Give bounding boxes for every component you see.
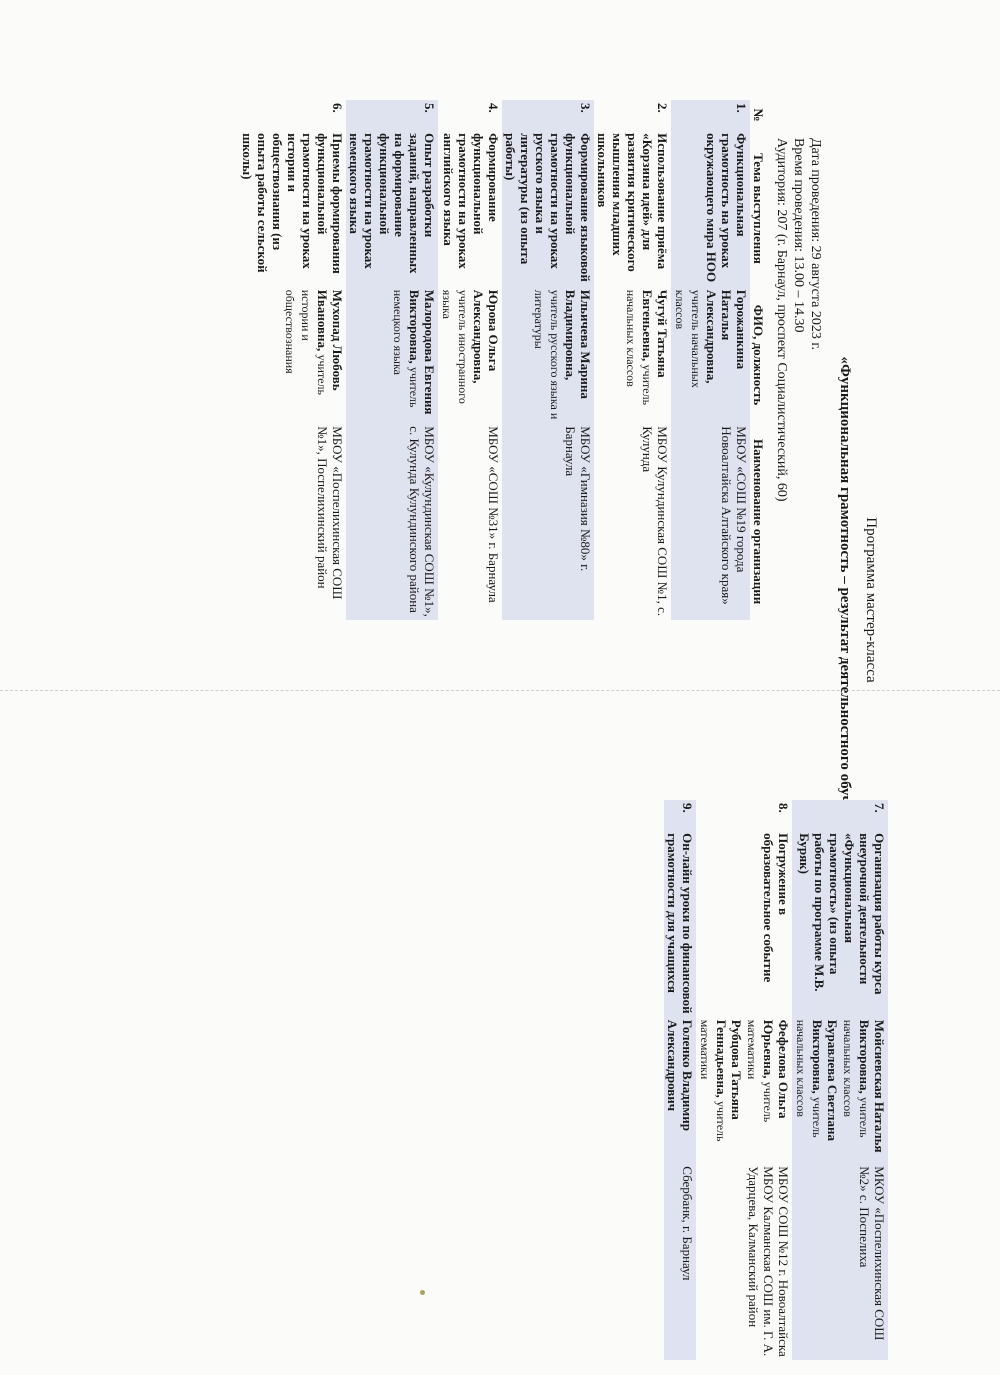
paper-speck [420, 1290, 425, 1295]
row-person [671, 287, 750, 424]
row-org: Сбербанк, г. Барнаул [680, 1166, 695, 1281]
speaker-name: Ильичева Марина Владимировна, [563, 289, 593, 399]
row-num: 7. [872, 803, 887, 813]
row-person [664, 1017, 696, 1164]
row-num: 8. [776, 803, 791, 813]
row-person [438, 287, 502, 424]
row-org: МБОУ «СОШ №31» г. Барнаула [486, 426, 501, 603]
speaker-name: Мухопад Любовь Ивановна, [315, 289, 345, 391]
row-topic: Приемы формирования функциональной грамотности на уроках истории и обществознания (из опыта работы сельской школы) [240, 133, 345, 274]
row-num: 4. [486, 103, 501, 113]
event-time: Время проведения: 13.00 – 14.30 [791, 138, 806, 333]
table-row [438, 100, 502, 620]
row-topic: Формирование языковой функциональной грамотности на уроках русского языка и литературы (из опыта работы) [503, 133, 593, 282]
row-org [696, 1163, 792, 1360]
row-topic: Погружение в образовательное событие [761, 833, 791, 983]
org-name: МБОУ СОШ №12 г. Новоалтайска [776, 1166, 791, 1357]
row-person [502, 287, 594, 424]
event-room: Аудитория: 207 (г. Барнаул, проспект Социалистический, 60) [774, 138, 789, 502]
row-num: 3. [578, 103, 593, 113]
header-num: № [751, 108, 766, 122]
speaker-name: Горожанкина Наталья Александровна, [704, 289, 749, 384]
table-row [239, 100, 346, 620]
table-row [346, 100, 438, 620]
row-org: МКОУ «Поспелихинская СОШ №2» с. Поспелиха [857, 1166, 887, 1341]
speaker-role: учитель немецкого языка [391, 289, 421, 408]
speaker-name: Юрова Ольга Александровна, [471, 289, 501, 384]
program-table-continued [664, 800, 888, 1360]
speaker-role: учитель начальных классов [794, 1019, 824, 1138]
org-name: МБОУ Калманская СОШ им. Г. А. Ударцева, Калманский район [746, 1166, 776, 1357]
row-org: МБОУ Кулундинская СОШ №1, с. Кулунда [640, 426, 670, 617]
row-person [346, 287, 438, 424]
speaker-name: Чугуй Татьяна Евгеньевна, [640, 289, 670, 378]
row-topic: Использование приёма «Корзина идей» для развития критического мышления младших школьников [595, 133, 670, 272]
header-person: ФИО, должность [751, 304, 766, 406]
table-row [664, 800, 696, 1360]
row-num: 1. [734, 103, 749, 113]
header-org: Наименование организации [751, 438, 766, 605]
program-table [239, 100, 767, 620]
speaker-name: Мойсиевская Наталья Викторовна, [857, 1019, 887, 1153]
speaker-role: учитель начальных классов [624, 289, 654, 406]
speaker-role: учитель математики [698, 1019, 728, 1142]
row-org: МБОУ «Кулундинская СОШ №1», с. Кулунда Кулундинского района [407, 426, 437, 617]
row-topic: Опыт разработки заданий, направленных на формирование функциональной грамотности на уроках немецкого языка [347, 133, 437, 274]
event-date: Дата проведения: 29 августа 2023 г. [808, 138, 823, 351]
table-row [696, 800, 792, 1360]
row-org: МБОУ «СОШ №19 города Новоалтайска Алтайского края» [719, 426, 749, 605]
program-sheet-2 [664, 800, 888, 1360]
speaker-name: Голенко Владимир Александрович [665, 1019, 695, 1131]
row-topic: Формирование функциональной грамотности на уроках английского языка [441, 133, 501, 269]
table-header-row [750, 100, 767, 620]
row-person [594, 287, 671, 424]
speaker-role: учитель начальных классов [841, 1019, 871, 1138]
speaker-role: учитель русского языка и литературы [532, 289, 562, 420]
row-person [239, 287, 346, 424]
program-subtitle: «Функциональная грамотность – результат деятельностного обучения» [837, 356, 853, 844]
speaker-role: учитель математики [745, 1019, 775, 1123]
speaker-role: учитель истории и обществознания [283, 289, 329, 396]
program-title: Программа мастер-класса [863, 517, 879, 683]
table-row [671, 100, 750, 620]
table-row [792, 800, 888, 1360]
row-topic: Он-лайн уроки по финансовой грамотности для учащихся [665, 833, 695, 1014]
speaker-name: Буравлева Светлана Викторовна, [810, 1019, 840, 1141]
row-num: 9. [680, 803, 695, 813]
header-topic: Тема выступления [751, 153, 766, 264]
speaker-name: Фефелова Ольга Юрьевна, [761, 1019, 791, 1119]
row-topic: Организация работы курса внеурочной деятельности «Функциональная грамотность» (из опыта работы по программе М.В. Буряк) [797, 833, 887, 995]
row-num: 6. [330, 103, 345, 113]
table-row [594, 100, 671, 620]
row-num: 2. [655, 103, 670, 113]
row-num: 5. [422, 103, 437, 113]
speaker-role: учитель иностранного языка [440, 289, 470, 404]
row-org: МБОУ «Поспелихинская СОШ №1», Поспелихинский район [315, 426, 345, 600]
speaker-name: Рубцова Татьяна Геннадьевна, [714, 1019, 744, 1120]
speaker-role: учитель начальных классов [673, 289, 703, 388]
speaker-name: Малородова Евгения Викторовна, [407, 289, 437, 415]
row-person [696, 1017, 792, 1164]
row-person [792, 1017, 888, 1164]
row-org: МБОУ «Гимназия №80» г. Барнаула [563, 426, 593, 572]
row-topic: Функциональная грамотность на уроках окружающего мира НОО [704, 133, 749, 283]
table-row [502, 100, 594, 620]
